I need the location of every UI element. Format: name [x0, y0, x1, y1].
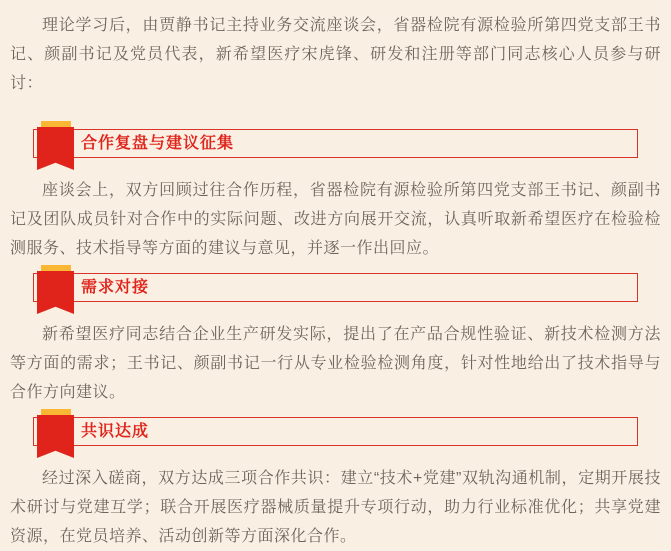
ribbon-body: [37, 271, 74, 314]
section-header-2: [33, 273, 638, 302]
section-paragraph-3: 经过深入磋商，双方达成三项合作共识：建立“技术+党建”双轨沟通机制，定期开展技术研讨与党建互学；联合开展医疗器械质量提升专项行动，助力行业标准优化；共享党建资源，在党员培养、活动创新等方面深化合作。: [10, 470, 661, 545]
ribbon-body: [37, 127, 74, 170]
ribbon-bookmark-icon: [37, 121, 74, 171]
intro-paragraph: 理论学习后，由贾静书记主持业务交流座谈会，省器检院有源检验所第四党支部王书记、颜副书记及党员代表，新希望医疗宋虎锋、研发和注册等部门同志核心人员参与研讨：: [10, 17, 661, 92]
section-title-3: 共识达成: [81, 423, 150, 440]
section-title-1: 合作复盘与建议征集: [81, 135, 235, 152]
ribbon-body: [37, 415, 74, 458]
section-header-3: [33, 417, 638, 446]
section-paragraph-1: 座谈会上，双方回顾过往合作历程，省器检院有源检验所第四党支部王书记、颜副书记及团队成员针对合作中的实际问题、改进方向展开交流，认真听取新希望医疗在检验检测服务、技术指导等方面的建议与意见，并逐一作出回应。: [10, 182, 661, 257]
ribbon-top-band: [41, 409, 71, 418]
ribbon-top-band: [41, 121, 71, 130]
ribbon-bookmark-icon: [37, 409, 74, 459]
section-paragraph-2: 新希望医疗同志结合企业生产研发实际，提出了在产品合规性验证、新技术检测方法等方面的需求；王书记、颜副书记一行从专业检验检测角度，针对性地给出了技术指导与合作方向建议。: [10, 326, 661, 401]
ribbon-top-band: [41, 265, 71, 274]
ribbon-bookmark-icon: [37, 265, 74, 315]
section-title-2: 需求对接: [81, 279, 150, 296]
section-header-1: [33, 129, 638, 158]
